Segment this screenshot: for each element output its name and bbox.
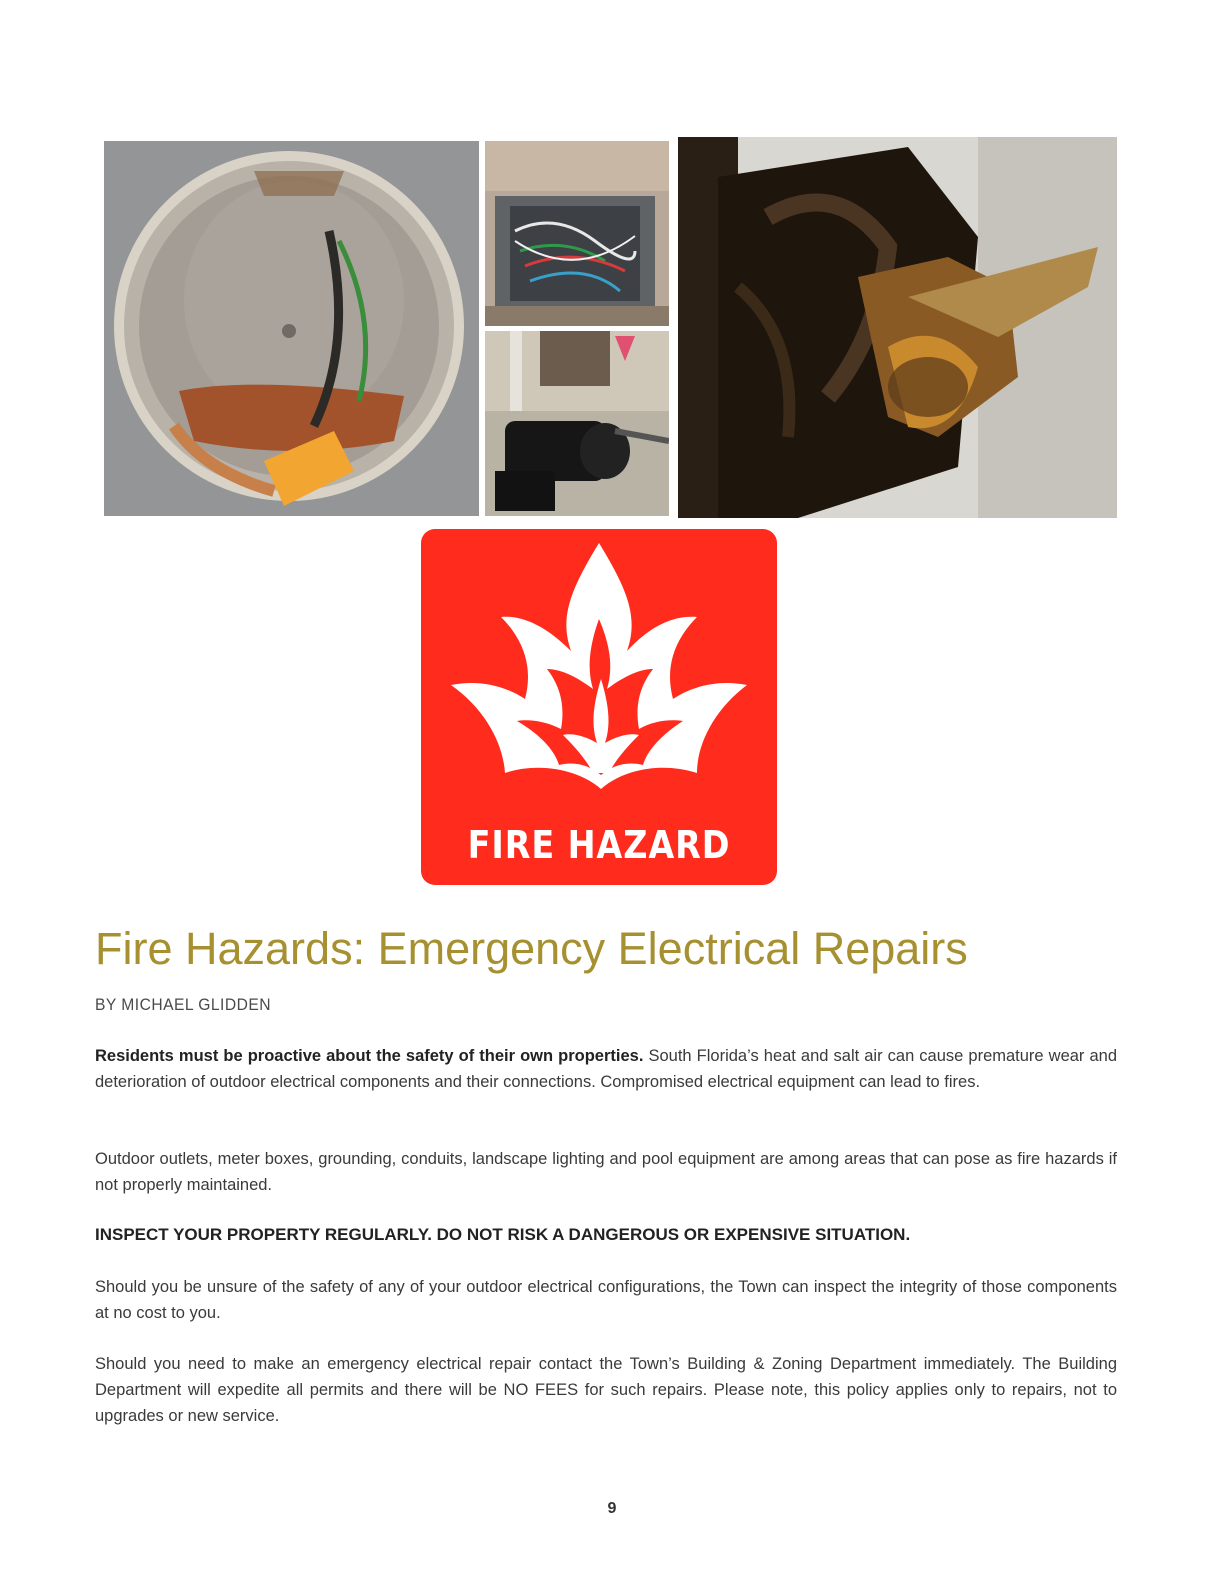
fire-hazard-sign-label: FIRE HAZARD — [467, 823, 731, 867]
paragraph-1-lead: Residents must be proactive about the safety of their own properties. — [95, 1047, 644, 1065]
paragraph-1-body: South Florida’s heat and salt air can cause premature wear and deterioration of outdoor electrical components and their connections. Compromised electrical equipment can lead to fires. — [95, 1047, 1118, 1091]
photo-burnt-outlet — [678, 137, 1117, 518]
photo-junction-box — [485, 141, 669, 326]
fire-hazard-sign — [421, 529, 777, 885]
callout-heading: INSPECT YOUR PROPERTY REGULARLY. DO NOT RISK A DANGEROUS OR EXPENSIVE SITUATION. — [95, 1225, 911, 1244]
paragraph-2: Outdoor outlets, meter boxes, grounding, conduits, landscape lighting and pool equipment are among areas that can pose as fire hazards if not properly maintained. — [95, 1150, 1117, 1194]
byline: BY MICHAEL GLIDDEN — [95, 995, 272, 1014]
photo-pool-pump — [485, 331, 669, 516]
article-title: Fire Hazards: Emergency Electrical Repairs — [95, 923, 968, 974]
photo-corroded-pool-light — [104, 141, 479, 516]
paragraph-3: Should you be unsure of the safety of any of your outdoor electrical configurations, the Town can inspect the integrity of those components at no cost to you. — [95, 1278, 1117, 1322]
paragraph-4: Should you need to make an emergency electrical repair contact the Town’s Building & Zoning Department immediately. The Building Department will expedite all permits and there will be NO FEES for such repairs. Please note, this policy applies only to repairs, not to upgrades or new service. — [95, 1355, 1117, 1425]
paragraph-1 — [95, 1043, 1117, 1095]
page-number: 9 — [607, 1500, 617, 1517]
